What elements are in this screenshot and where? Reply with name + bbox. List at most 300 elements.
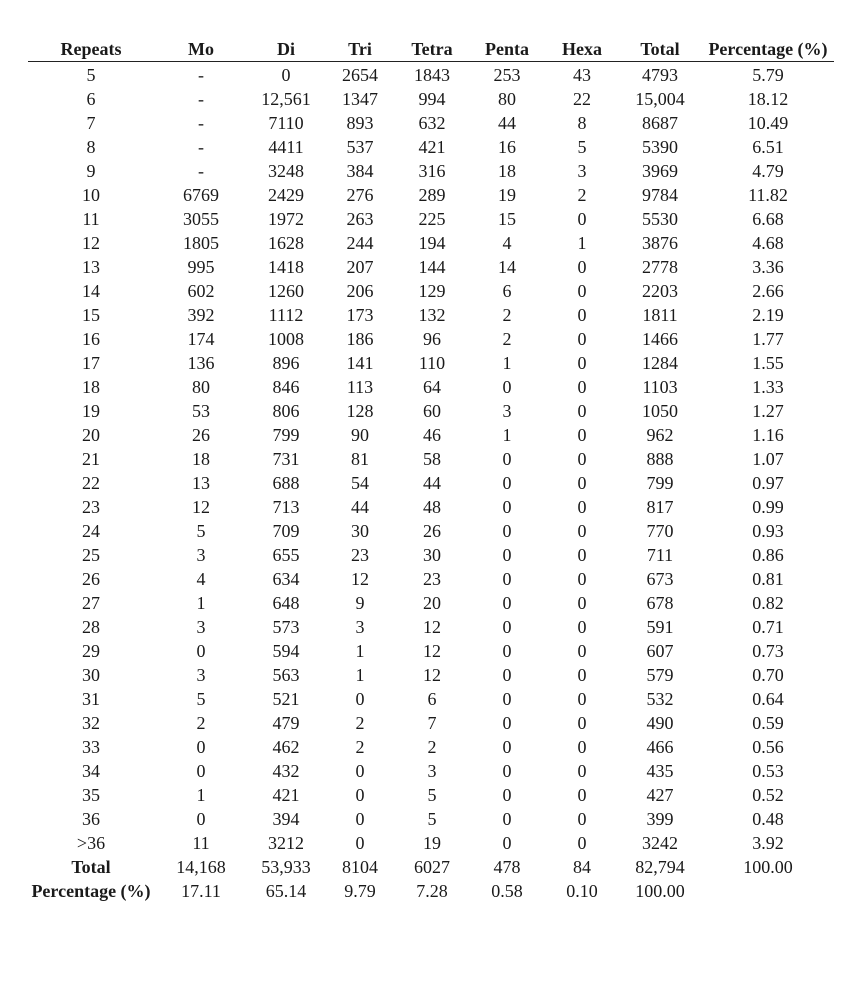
- cell-repeats: 6: [86, 89, 96, 109]
- cell-di: 655: [272, 545, 300, 565]
- cell-tetra: 6: [427, 689, 437, 709]
- table-row: [28, 615, 834, 639]
- ssr-distribution-table: [28, 38, 834, 903]
- cell-tri: 12: [351, 569, 369, 589]
- cell-hexa: 0: [577, 641, 587, 661]
- cell-hexa: 84: [573, 857, 591, 877]
- cell-total: 2203: [642, 281, 678, 301]
- cell-penta: 3: [502, 401, 512, 421]
- cell-hexa: 0: [577, 521, 587, 541]
- ssr-distribution-table-container: [28, 38, 834, 903]
- cell-di: 594: [272, 641, 300, 661]
- cell-repeats: 30: [82, 665, 100, 685]
- cell-tri: 1: [355, 641, 365, 661]
- cell-repeats: 5: [86, 65, 96, 85]
- cell-mo: 3: [196, 665, 206, 685]
- table-row: [28, 135, 834, 159]
- cell-di: 4411: [268, 137, 304, 157]
- cell-mo: 80: [192, 377, 210, 397]
- cell-tetra: 20: [423, 593, 441, 613]
- cell-mo: 995: [187, 257, 215, 277]
- cell-tetra: 48: [423, 497, 441, 517]
- total-row: [28, 855, 834, 879]
- cell-repeats: 22: [82, 473, 100, 493]
- cell-tetra: 5: [427, 785, 437, 805]
- cell-percentage: 4.68: [752, 233, 784, 253]
- cell-tetra: 2: [427, 737, 437, 757]
- cell-tetra: 3: [427, 761, 437, 781]
- cell-tri: 0: [355, 785, 365, 805]
- cell-penta: 0: [502, 473, 512, 493]
- table-row: [28, 519, 834, 543]
- cell-hexa: 0: [577, 305, 587, 325]
- cell-penta: 0: [502, 377, 512, 397]
- table-row: [28, 255, 834, 279]
- cell-hexa: 0: [577, 785, 587, 805]
- cell-tri: 8104: [342, 857, 378, 877]
- cell-mo: -: [198, 113, 204, 133]
- cell-hexa: 0: [577, 545, 587, 565]
- cell-total: 1284: [642, 353, 678, 373]
- table-row: [28, 711, 834, 735]
- cell-repeats: 20: [82, 425, 100, 445]
- cell-tetra: 7: [427, 713, 437, 733]
- cell-tri: 128: [346, 401, 374, 421]
- cell-repeats: 31: [82, 689, 100, 709]
- cell-tetra: 23: [423, 569, 441, 589]
- cell-di: 421: [272, 785, 300, 805]
- cell-hexa: 0: [577, 809, 587, 829]
- cell-total: 15,004: [635, 89, 685, 109]
- cell-tri: 90: [351, 425, 369, 445]
- cell-tri: 276: [346, 185, 374, 205]
- cell-tetra: 44: [423, 473, 441, 493]
- cell-penta: 44: [498, 113, 516, 133]
- cell-tri: 2: [355, 713, 365, 733]
- column-header-penta: Penta: [468, 38, 546, 62]
- cell-percentage: 3.92: [752, 833, 784, 853]
- cell-penta: 0: [502, 761, 512, 781]
- table-row: [28, 159, 834, 183]
- cell-percentage: 1.16: [752, 425, 784, 445]
- cell-mo: 0: [196, 737, 206, 757]
- cell-hexa: 0: [577, 713, 587, 733]
- cell-di: 394: [272, 809, 300, 829]
- cell-di: 0: [281, 65, 291, 85]
- cell-mo: 12: [192, 497, 210, 517]
- cell-penta: 0: [502, 713, 512, 733]
- cell-tetra: 58: [423, 449, 441, 469]
- cell-percentage: 0.86: [752, 545, 784, 565]
- cell-penta: 18: [498, 161, 516, 181]
- cell-tetra: 194: [418, 233, 446, 253]
- cell-percentage: 0.64: [752, 689, 784, 709]
- cell-repeats: 34: [82, 761, 100, 781]
- table-row: [28, 831, 834, 855]
- cell-penta: 0: [502, 617, 512, 637]
- cell-repeats: 28: [82, 617, 100, 637]
- cell-tetra: 129: [418, 281, 446, 301]
- cell-hexa: 0: [577, 569, 587, 589]
- cell-repeats: 32: [82, 713, 100, 733]
- cell-hexa: 0: [577, 449, 587, 469]
- table-row: [28, 303, 834, 327]
- cell-di: 634: [272, 569, 300, 589]
- cell-percentage: 3.36: [752, 257, 784, 277]
- cell-tetra: 26: [423, 521, 441, 541]
- cell-repeats: 23: [82, 497, 100, 517]
- cell-total: 1103: [642, 377, 678, 397]
- cell-tetra: 225: [418, 209, 446, 229]
- cell-mo: 392: [187, 305, 215, 325]
- cell-tri: 141: [346, 353, 374, 373]
- cell-mo: 26: [192, 425, 210, 445]
- cell-total: 673: [646, 569, 674, 589]
- table-row: [28, 207, 834, 231]
- column-header-di: Di: [248, 38, 324, 62]
- cell-total: 466: [646, 737, 674, 757]
- cell-tetra: 144: [418, 257, 446, 277]
- table-header: [28, 38, 834, 62]
- cell-total: 2778: [642, 257, 678, 277]
- cell-mo: -: [198, 161, 204, 181]
- cell-tri: 9: [355, 593, 365, 613]
- cell-di: 1112: [268, 305, 304, 325]
- cell-hexa: 0: [577, 617, 587, 637]
- table-row: [28, 327, 834, 351]
- cell-mo: 14,168: [176, 857, 226, 877]
- table-row: [28, 567, 834, 591]
- cell-mo: 136: [187, 353, 215, 373]
- cell-repeats: 11: [82, 209, 100, 229]
- cell-total: 678: [646, 593, 674, 613]
- cell-penta: 0: [502, 641, 512, 661]
- cell-tetra: 632: [418, 113, 446, 133]
- cell-total: 3876: [642, 233, 678, 253]
- cell-tri: 893: [346, 113, 374, 133]
- cell-repeats: 33: [82, 737, 100, 757]
- cell-tetra: 96: [423, 329, 441, 349]
- cell-hexa: 3: [577, 161, 587, 181]
- cell-penta: 0.58: [491, 881, 523, 901]
- cell-penta: 1: [502, 425, 512, 445]
- cell-percentage: 0.73: [752, 641, 784, 661]
- cell-mo: 6769: [183, 185, 219, 205]
- table-row: [28, 471, 834, 495]
- cell-percentage: 0.56: [752, 737, 784, 757]
- cell-total: 82,794: [635, 857, 685, 877]
- cell-percentage: 11.82: [748, 185, 788, 205]
- cell-repeats: 26: [82, 569, 100, 589]
- table-row: [28, 495, 834, 519]
- cell-hexa: 0.10: [566, 881, 598, 901]
- cell-percentage: 100.00: [743, 857, 793, 877]
- cell-hexa: 8: [577, 113, 587, 133]
- cell-tri: 23: [351, 545, 369, 565]
- cell-di: 3212: [268, 833, 304, 853]
- cell-total: 490: [646, 713, 674, 733]
- cell-tri: 186: [346, 329, 374, 349]
- cell-di: 799: [272, 425, 300, 445]
- cell-tetra: 60: [423, 401, 441, 421]
- cell-repeats: 21: [82, 449, 100, 469]
- cell-repeats: 7: [86, 113, 96, 133]
- cell-mo: -: [198, 89, 204, 109]
- cell-tri: 537: [346, 137, 374, 157]
- cell-tetra: 30: [423, 545, 441, 565]
- cell-penta: 2: [502, 329, 512, 349]
- cell-mo: -: [198, 137, 204, 157]
- cell-tetra: 1843: [414, 65, 450, 85]
- table-row: [28, 687, 834, 711]
- cell-total: 1466: [642, 329, 678, 349]
- cell-hexa: 0: [577, 689, 587, 709]
- cell-percentage: 18.12: [747, 89, 789, 109]
- cell-mo: 4: [196, 569, 206, 589]
- cell-penta: 478: [493, 857, 521, 877]
- cell-percentage: 0.99: [752, 497, 784, 517]
- cell-hexa: 0: [577, 257, 587, 277]
- table-row: [28, 279, 834, 303]
- cell-tetra: 12: [423, 617, 441, 637]
- cell-total: 591: [646, 617, 674, 637]
- header-row: [28, 38, 834, 62]
- cell-penta: 0: [502, 785, 512, 805]
- cell-tri: 2654: [342, 65, 378, 85]
- cell-mo: 5: [196, 689, 206, 709]
- cell-penta: 0: [502, 593, 512, 613]
- cell-total: 799: [646, 473, 674, 493]
- cell-tri: 44: [351, 497, 369, 517]
- cell-percentage: 0.53: [752, 761, 784, 781]
- table-row: [28, 807, 834, 831]
- percentage-row: [28, 879, 834, 903]
- cell-di: 3248: [268, 161, 304, 181]
- cell-tri: 0: [355, 761, 365, 781]
- cell-repeats: 36: [82, 809, 100, 829]
- cell-percentage: 2.19: [752, 305, 784, 325]
- column-header-tri: Tri: [324, 38, 396, 62]
- cell-percentage: 0.70: [752, 665, 784, 685]
- cell-hexa: 2: [577, 185, 587, 205]
- cell-total: 5390: [642, 137, 678, 157]
- cell-tri: 206: [346, 281, 374, 301]
- cell-di: 65.14: [265, 881, 307, 901]
- row-label: Total: [71, 857, 111, 877]
- cell-total: 399: [646, 809, 674, 829]
- cell-penta: 0: [502, 737, 512, 757]
- cell-mo: 13: [192, 473, 210, 493]
- column-header-total: Total: [618, 38, 702, 62]
- cell-repeats: 12: [82, 233, 100, 253]
- cell-tri: 1347: [342, 89, 378, 109]
- table-row: [28, 183, 834, 207]
- cell-hexa: 0: [577, 425, 587, 445]
- cell-penta: 16: [498, 137, 516, 157]
- cell-di: 1628: [268, 233, 304, 253]
- cell-penta: 0: [502, 497, 512, 517]
- cell-di: 573: [272, 617, 300, 637]
- cell-tri: 2: [355, 737, 365, 757]
- cell-di: 713: [272, 497, 300, 517]
- cell-percentage: 0.48: [752, 809, 784, 829]
- cell-total: 607: [646, 641, 674, 661]
- cell-percentage: 2.66: [752, 281, 784, 301]
- cell-total: 4793: [642, 65, 678, 85]
- cell-tri: 113: [346, 377, 374, 397]
- cell-tetra: 64: [423, 377, 441, 397]
- column-header-tetra: Tetra: [396, 38, 468, 62]
- cell-mo: 5: [196, 521, 206, 541]
- cell-penta: 19: [498, 185, 516, 205]
- cell-percentage: 6.68: [752, 209, 784, 229]
- cell-percentage: 0.71: [752, 617, 784, 637]
- cell-di: 896: [272, 353, 300, 373]
- cell-di: 563: [272, 665, 300, 685]
- cell-percentage: 10.49: [747, 113, 789, 133]
- table-row: [28, 423, 834, 447]
- table-row: [28, 783, 834, 807]
- cell-total: 3242: [642, 833, 678, 853]
- cell-penta: 0: [502, 521, 512, 541]
- cell-tetra: 46: [423, 425, 441, 445]
- cell-tri: 30: [351, 521, 369, 541]
- cell-total: 579: [646, 665, 674, 685]
- cell-penta: 0: [502, 449, 512, 469]
- row-label: Percentage (%): [31, 881, 151, 901]
- cell-total: 8687: [642, 113, 678, 133]
- cell-repeats: 9: [86, 161, 96, 181]
- cell-total: 1811: [642, 305, 678, 325]
- cell-repeats: 18: [82, 377, 100, 397]
- cell-repeats: 29: [82, 641, 100, 661]
- cell-hexa: 0: [577, 401, 587, 421]
- cell-repeats: 10: [82, 185, 100, 205]
- cell-mo: 1: [196, 785, 206, 805]
- cell-hexa: 5: [577, 137, 587, 157]
- cell-total: 817: [646, 497, 674, 517]
- cell-mo: 174: [187, 329, 215, 349]
- cell-hexa: 0: [577, 329, 587, 349]
- cell-penta: 80: [498, 89, 516, 109]
- cell-mo: 0: [196, 641, 206, 661]
- cell-percentage: 0.52: [752, 785, 784, 805]
- cell-penta: 4: [502, 233, 512, 253]
- cell-di: 709: [272, 521, 300, 541]
- cell-repeats: 35: [82, 785, 100, 805]
- cell-percentage: 1.07: [752, 449, 784, 469]
- cell-repeats: 19: [82, 401, 100, 421]
- cell-total: 888: [646, 449, 674, 469]
- cell-percentage: 6.51: [752, 137, 784, 157]
- cell-hexa: 0: [577, 497, 587, 517]
- cell-hexa: 1: [577, 233, 587, 253]
- cell-mo: -: [198, 65, 204, 85]
- cell-percentage: 0.59: [752, 713, 784, 733]
- cell-tri: 0: [355, 809, 365, 829]
- cell-repeats: 25: [82, 545, 100, 565]
- cell-di: 846: [272, 377, 300, 397]
- cell-percentage: 1.33: [752, 377, 784, 397]
- cell-di: 1260: [268, 281, 304, 301]
- table-row: [28, 663, 834, 687]
- cell-total: 770: [646, 521, 674, 541]
- cell-tri: 263: [346, 209, 374, 229]
- cell-repeats: 15: [82, 305, 100, 325]
- cell-di: 479: [272, 713, 300, 733]
- column-header-percentage: Percentage (%): [702, 38, 834, 62]
- cell-total: 532: [646, 689, 674, 709]
- cell-penta: 0: [502, 665, 512, 685]
- cell-mo: 3: [196, 617, 206, 637]
- cell-hexa: 0: [577, 833, 587, 853]
- cell-mo: 0: [196, 809, 206, 829]
- cell-repeats: 8: [86, 137, 96, 157]
- cell-mo: 602: [187, 281, 215, 301]
- cell-mo: 1: [196, 593, 206, 613]
- cell-tetra: 5: [427, 809, 437, 829]
- table-row: [28, 111, 834, 135]
- cell-mo: 1805: [183, 233, 219, 253]
- cell-total: 435: [646, 761, 674, 781]
- cell-percentage: 1.27: [752, 401, 784, 421]
- cell-hexa: 0: [577, 665, 587, 685]
- cell-percentage: 1.77: [752, 329, 784, 349]
- cell-penta: 15: [498, 209, 516, 229]
- cell-di: 432: [272, 761, 300, 781]
- cell-repeats: 14: [82, 281, 100, 301]
- cell-hexa: 0: [577, 593, 587, 613]
- cell-total: 3969: [642, 161, 678, 181]
- cell-mo: 3: [196, 545, 206, 565]
- column-header-hexa: Hexa: [546, 38, 618, 62]
- cell-penta: 0: [502, 545, 512, 565]
- cell-penta: 14: [498, 257, 516, 277]
- cell-percentage: 0.81: [752, 569, 784, 589]
- table-row: [28, 639, 834, 663]
- cell-percentage: 0.97: [752, 473, 784, 493]
- cell-percentage: 0.82: [752, 593, 784, 613]
- cell-tri: 54: [351, 473, 369, 493]
- cell-penta: 0: [502, 689, 512, 709]
- cell-tri: 81: [351, 449, 369, 469]
- cell-hexa: 0: [577, 353, 587, 373]
- cell-mo: 53: [192, 401, 210, 421]
- cell-penta: 0: [502, 833, 512, 853]
- cell-tri: 207: [346, 257, 374, 277]
- cell-percentage: [702, 879, 834, 903]
- cell-tetra: 289: [418, 185, 446, 205]
- cell-total: 1050: [642, 401, 678, 421]
- cell-repeats: 13: [82, 257, 100, 277]
- cell-penta: 0: [502, 569, 512, 589]
- cell-di: 53,933: [261, 857, 311, 877]
- cell-percentage: 1.55: [752, 353, 784, 373]
- cell-repeats: >36: [76, 833, 106, 853]
- cell-total: 427: [646, 785, 674, 805]
- cell-penta: 6: [502, 281, 512, 301]
- table-row: [28, 759, 834, 783]
- cell-mo: 18: [192, 449, 210, 469]
- cell-mo: 17.11: [181, 881, 221, 901]
- cell-di: 648: [272, 593, 300, 613]
- cell-tri: 0: [355, 689, 365, 709]
- cell-repeats: 24: [82, 521, 100, 541]
- cell-tetra: 19: [423, 833, 441, 853]
- cell-total: 5530: [642, 209, 678, 229]
- cell-tri: 244: [346, 233, 374, 253]
- cell-tetra: 132: [418, 305, 446, 325]
